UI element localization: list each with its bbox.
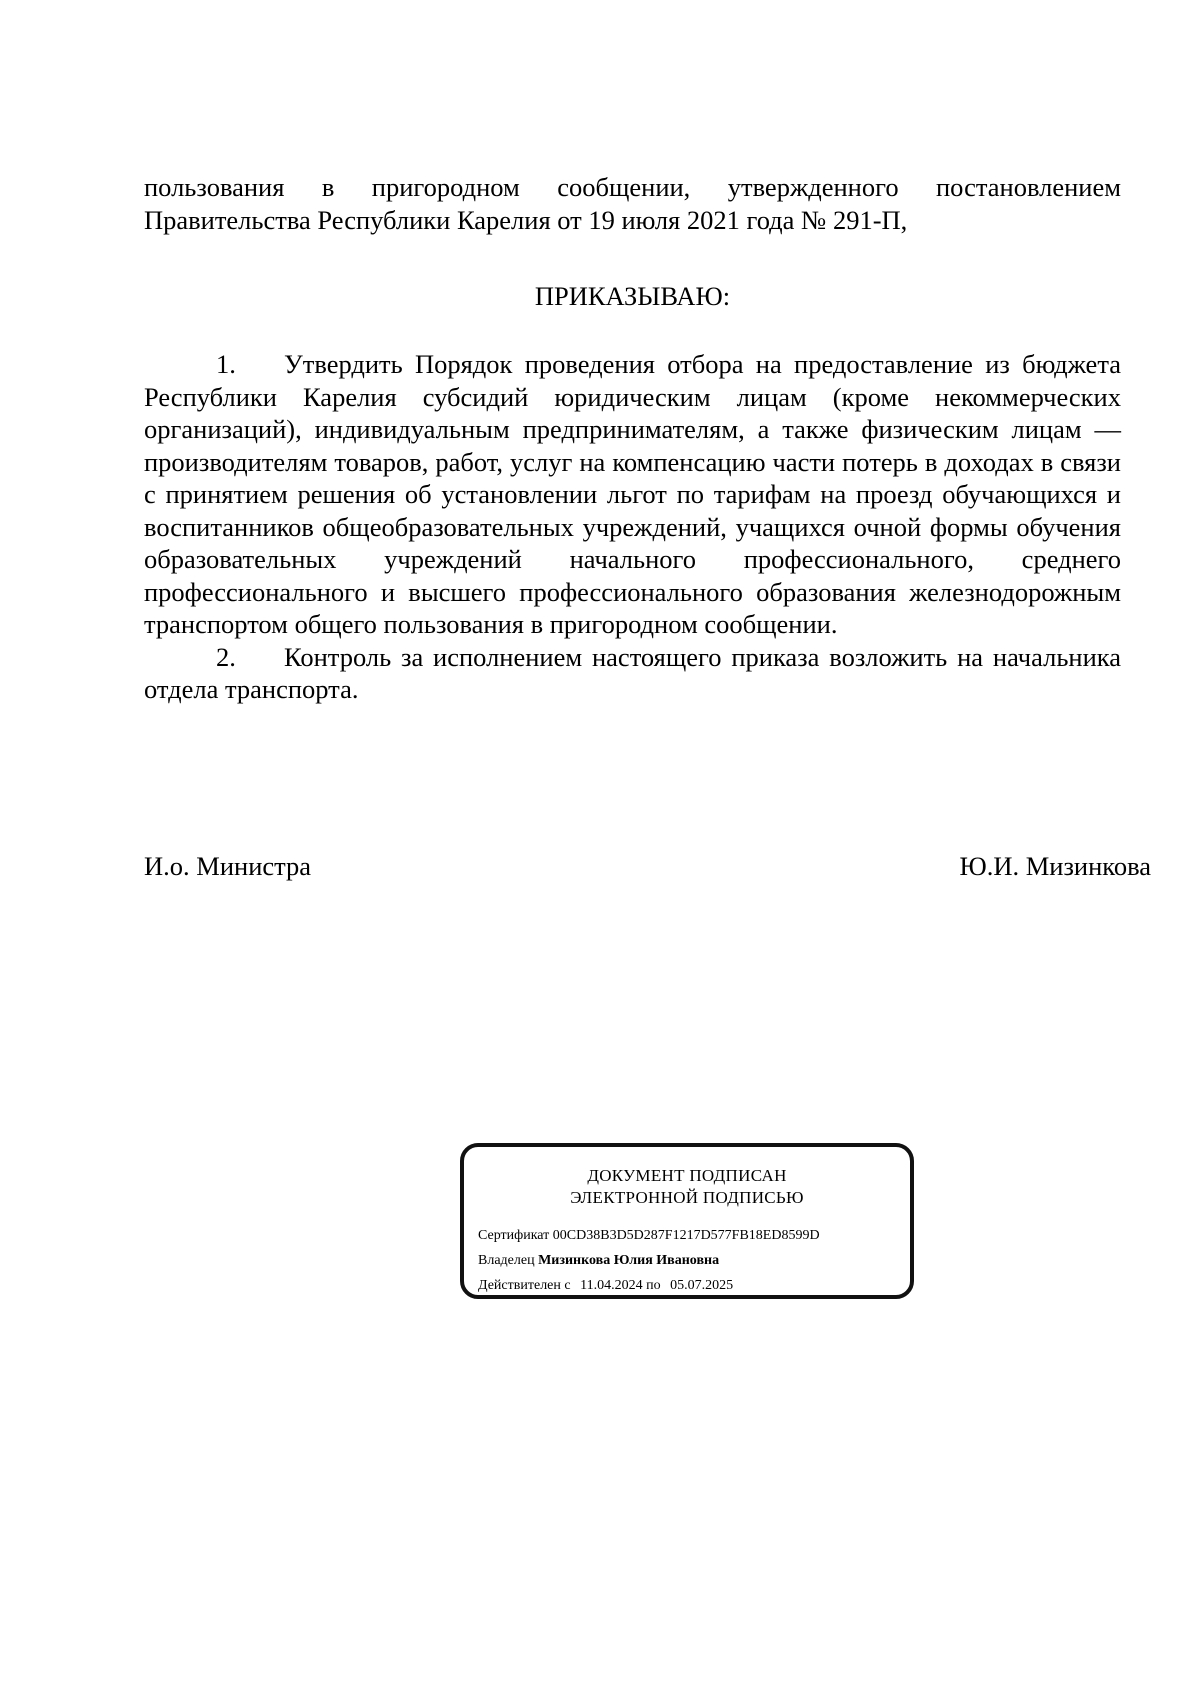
order-items xyxy=(144,348,1121,706)
order-heading: ПРИКАЗЫВАЮ: xyxy=(534,281,731,311)
certificate-label: Сертификат xyxy=(478,1228,550,1243)
order-item-text: Утвердить Порядок проведения отбора на предоставление из бюджета Республики Карелия субсидий юридическим лицам (кроме некоммерческих организаций), индивидуальным предпринимателям, а также физическим лицам — производителям товаров, работ, услуг на компенсацию части потерь в доходах в связи с принятием решения об установлении льгот по тарифам на проезд обучающихся и воспитанников общеобразовательных учреждений, учащихся очной формы обучения образовательных учреждений начального профессионального, среднего профессионального и высшего профессионального образования железнодорожным транспортом общего пользования в пригородном сообщении. xyxy=(144,349,1121,639)
stamp-certificate xyxy=(478,1227,820,1245)
order-item-2 xyxy=(144,641,1121,706)
order-item-number: 2. xyxy=(216,641,236,672)
stamp-title-line-1: ДОКУМЕНТ ПОДПИСАН xyxy=(587,1166,787,1185)
valid-to-label: по xyxy=(646,1278,661,1293)
valid-to-date: 05.07.2025 xyxy=(670,1278,734,1293)
valid-from-label: Действителен с xyxy=(478,1278,571,1293)
owner-value: Мизинкова Юлия Ивановна xyxy=(538,1253,720,1268)
valid-from-date: 11.04.2024 xyxy=(580,1278,643,1293)
e-signature-stamp xyxy=(460,1143,914,1299)
certificate-value: 00CD38B3D5D287F1217D577FB18ED8599D xyxy=(552,1228,820,1243)
signatory-name: Ю.И. Мизинкова xyxy=(959,851,1151,881)
order-item-text: Контроль за исполнением настоящего приказа возложить на начальника отдела транспорта. xyxy=(144,641,1121,704)
order-item-number: 1. xyxy=(216,349,236,379)
stamp-title xyxy=(464,1165,910,1209)
stamp-owner xyxy=(478,1252,719,1270)
signatory-position: И.о. Министра xyxy=(144,851,312,881)
stamp-title-line-2: ЭЛЕКТРОННОЙ ПОДПИСЬЮ xyxy=(570,1188,804,1207)
stamp-validity xyxy=(478,1277,733,1295)
intro-paragraph: пользования в пригородном сообщении, утвержденного постановлением Правительства Республики Карелия от 19 июля 2021 года № 291-П, xyxy=(144,172,1121,235)
order-item-1 xyxy=(144,348,1121,641)
owner-label: Владелец xyxy=(478,1253,535,1268)
